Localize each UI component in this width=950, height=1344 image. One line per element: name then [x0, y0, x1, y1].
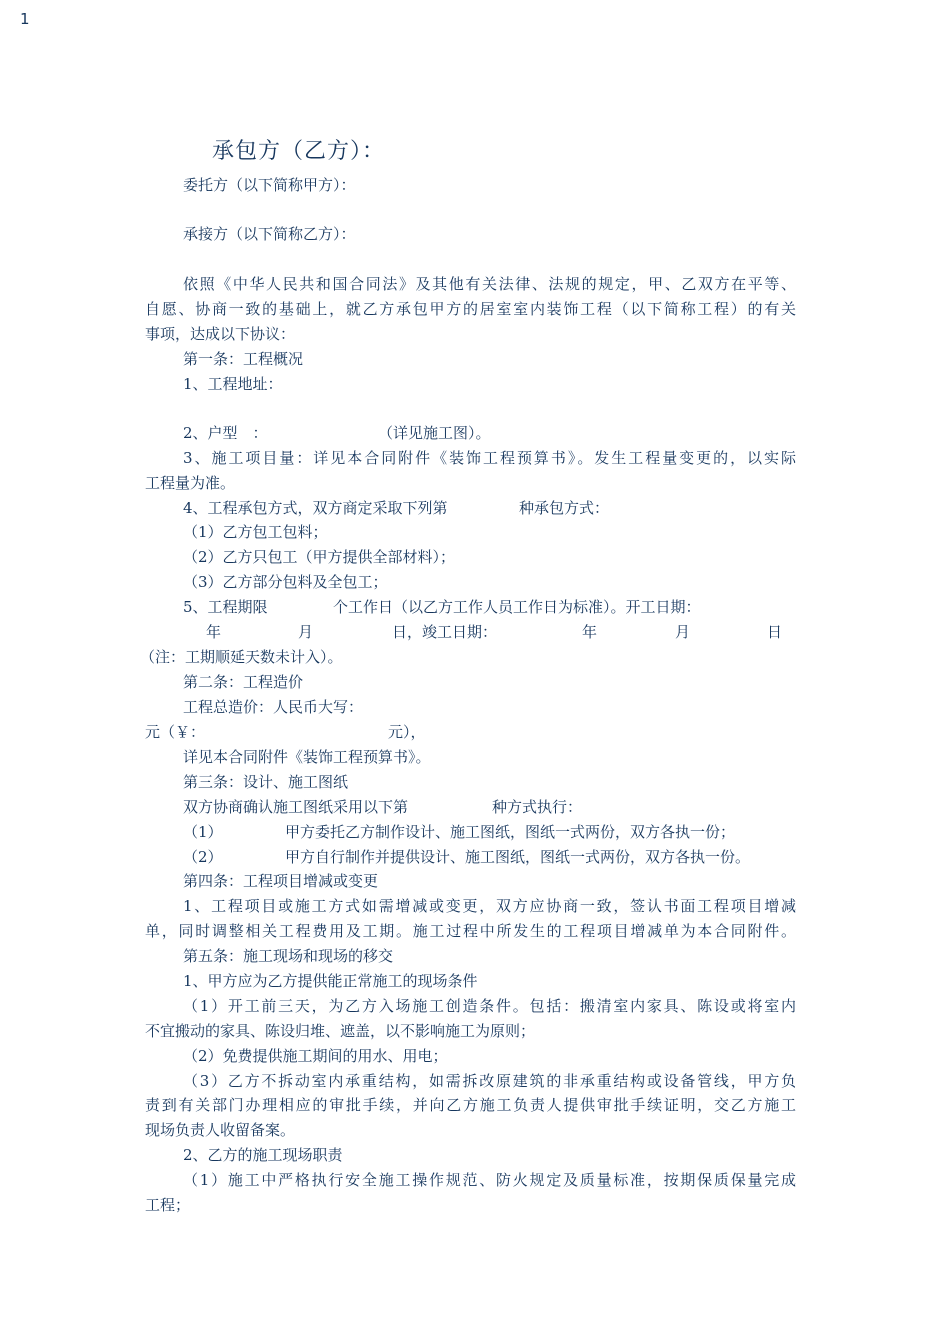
article-1-heading: 第一条：工程概况 — [183, 350, 304, 368]
method-option-3: （3）乙方部分包料及全包工； — [183, 573, 388, 591]
end-month: 月 — [675, 623, 691, 641]
period-label: 5、工程期限 — [183, 598, 268, 616]
article-3-heading: 第三条：设计、施工图纸 — [183, 773, 349, 791]
quantity-line-1: 3、施工项目量：详见本合同附件《装饰工程预算书》。发生工程量变更的，以实际 — [183, 449, 796, 467]
end-year: 年 — [582, 623, 598, 641]
drawing-option-1-number: （1） — [183, 823, 223, 841]
start-day-end-label: 日，竣工日期： — [392, 623, 498, 641]
drawing-option-2-number: （2） — [183, 848, 223, 866]
contractor-duties-heading: 2、乙方的施工现场职责 — [183, 1146, 343, 1164]
period-text: 个工作日（以乙方工作人员工作日为标准）。开工日期： — [333, 598, 701, 616]
duty-1-line-2: 工程； — [145, 1196, 191, 1214]
drawing-option-1-text: 甲方委托乙方制作设计、施工图纸，图纸一式两份，双方各执一份； — [285, 823, 736, 841]
site-item-3-line-3: 现场负责人收留备案。 — [145, 1121, 296, 1139]
start-month: 月 — [298, 623, 314, 641]
contractor-party-line: 承接方（以下简称乙方）： — [183, 225, 356, 243]
start-year: 年 — [206, 623, 222, 641]
total-price-label: 工程总造价：人民币大写： — [183, 698, 364, 716]
intro-line-3: 事项，达成以下协议： — [145, 325, 296, 343]
change-line-2: 单，同时调整相关工程费用及工期。施工过程中所发生的工程项目增减单为本合同附件。 — [145, 922, 796, 940]
house-type-note: （详见施工图）。 — [378, 424, 491, 442]
yuan-numeric-close: 元）， — [388, 723, 426, 741]
drawing-method-suffix: 种方式执行： — [492, 798, 583, 816]
house-type-label: 2、户型 ： — [183, 424, 268, 442]
site-item-1-line-2: 不宜搬动的家具、陈设归堆、遮盖，以不影响施工为原则； — [145, 1022, 536, 1040]
method-option-2: （2）乙方只包工（甲方提供全部材料）； — [183, 548, 456, 566]
drawing-method-label: 双方协商确认施工图纸采用以下第 — [183, 798, 409, 816]
project-address: 1、工程地址： — [183, 375, 283, 393]
client-party-line: 委托方（以下简称甲方）： — [183, 176, 356, 194]
site-conditions-heading: 1、甲方应为乙方提供能正常施工的现场条件 — [183, 972, 478, 990]
method-option-1: （1）乙方包工包料； — [183, 523, 328, 541]
site-item-3-line-2: 责到有关部门办理相应的审批手续，并向乙方施工负责人提供审批手续证明，交乙方施工 — [145, 1096, 796, 1114]
contract-method-label: 4、工程承包方式，双方商定采取下列第 — [183, 499, 448, 517]
duty-1-line-1: （1）施工中严格执行安全施工操作规范、防火规定及质量标准，按期保质保量完成 — [183, 1171, 796, 1189]
yuan-numeric-open: 元（￥： — [145, 723, 206, 741]
end-day: 日 — [767, 623, 783, 641]
intro-line-1: 依照《中华人民共和国合同法》及其他有关法律、法规的规定，甲、乙双方在平等、 — [183, 275, 796, 293]
price-see-budget: 详见本合同附件《装饰工程预算书》。 — [183, 748, 431, 766]
change-line-1: 1、工程项目或施工方式如需增减或变更，双方应协商一致，签认书面工程项目增减 — [183, 897, 796, 915]
intro-line-2: 自愿、协商一致的基础上，就乙方承包甲方的居室室内装饰工程（以下简称工程）的有关 — [145, 300, 796, 318]
contract-method-suffix: 种承包方式： — [519, 499, 610, 517]
document-title: 承包方（乙方）： — [212, 139, 386, 164]
article-2-heading: 第二条：工程造价 — [183, 673, 304, 691]
period-note: （注：工期顺延天数未计入）。 — [140, 648, 343, 666]
article-5-heading: 第五条：施工现场和现场的移交 — [183, 947, 394, 965]
quantity-line-2: 工程量为准。 — [145, 474, 236, 492]
drawing-option-2-text: 甲方自行制作并提供设计、施工图纸，图纸一式两份，双方各执一份。 — [285, 848, 751, 866]
site-item-2: （2）免费提供施工期间的用水、用电； — [183, 1047, 448, 1065]
site-item-1-line-1: （1）开工前三天，为乙方入场施工创造条件。包括：搬清室内家具、陈设或将室内 — [183, 997, 796, 1015]
article-4-heading: 第四条：工程项目增减或变更 — [183, 872, 379, 890]
site-item-3-line-1: （3）乙方不拆动室内承重结构，如需拆改原建筑的非承重结构或设备管线，甲方负 — [183, 1072, 796, 1090]
page-number: 1 — [20, 10, 30, 28]
